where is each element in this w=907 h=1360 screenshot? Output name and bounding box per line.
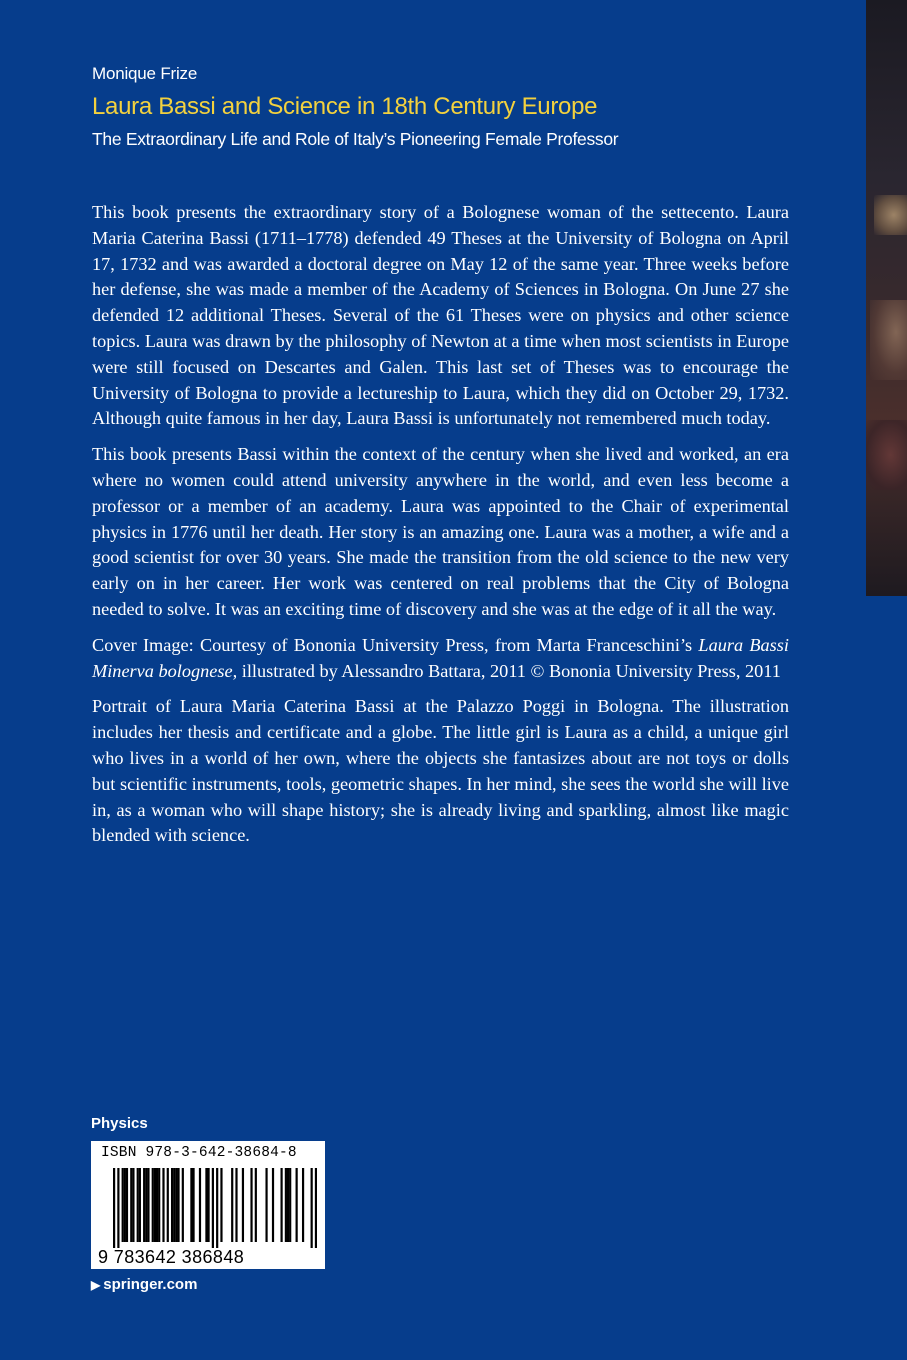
- barcode-bar: [255, 1168, 257, 1242]
- barcode-digits: 9 783642 386848: [98, 1247, 245, 1267]
- barcode-bar: [143, 1168, 145, 1242]
- cover-image-credit: [92, 633, 789, 685]
- barcode-bar: [154, 1168, 156, 1242]
- barcode-bar: [250, 1168, 252, 1242]
- blurb-paragraph-2: This book presents Bassi within the context of the century when she lived and worked, an era where no women could attend university anywhere in the world, and even less become a professor or a member of an academy. Laura was appointed to the Chair of experimental physics in 1776 until her death. Her story is an amazing one. Laura was a mother, a wife and a good scientist for over 30 years. She made the transition from the old science to the new very early on in her career. Her work was centered on real problems that the City of Bologna needed to solve. It was an exciting time of discovery and she was at the edge of it all the way.: [92, 444, 789, 619]
- barcode-bar: [158, 1168, 160, 1242]
- barcode-bar: [235, 1168, 237, 1242]
- barcode-bar: [199, 1168, 201, 1242]
- publisher-url: springer.com: [103, 1276, 198, 1293]
- barcode-bar: [182, 1168, 184, 1242]
- barcode-bar: [122, 1168, 124, 1242]
- blurb: [92, 200, 789, 859]
- barcode-bar: [126, 1168, 128, 1242]
- publisher-link[interactable]: [91, 1276, 197, 1293]
- barcode-icon: [113, 1168, 317, 1248]
- barcode-bar: [156, 1168, 158, 1242]
- barcode-bar: [145, 1168, 147, 1242]
- barcode-bar: [315, 1168, 317, 1248]
- barcode-bar: [190, 1168, 192, 1242]
- barcode-bar: [137, 1168, 139, 1242]
- blurb-paragraph-4: Portrait of Laura Maria Caterina Bassi at the Palazzo Poggi in Bologna. The illustration includes her thesis and certificate and a globe. The little girl is Laura as a child, a unique girl who lives in a world of her own, where the objects she fantasizes about are not toys or dolls but scientific instruments, tools, geometric shapes. In her mind, she sees the world she will live in, as a woman who will shape history; she is already living and sparkling, almost like magic blended with science.: [92, 696, 789, 846]
- cover-illustration-edge: [866, 0, 907, 596]
- barcode-bar: [113, 1168, 115, 1248]
- barcode-bar: [220, 1168, 222, 1242]
- barcode-bar: [242, 1168, 244, 1242]
- barcode-bar: [173, 1168, 175, 1242]
- barcode-bar: [177, 1168, 179, 1242]
- barcode-box: [91, 1141, 325, 1269]
- barcode-bar: [171, 1168, 173, 1242]
- barcode-bar: [205, 1168, 207, 1242]
- barcode-bar: [231, 1168, 233, 1242]
- barcode-bar: [192, 1168, 194, 1242]
- isbn-label: ISBN 978-3-642-38684-8: [101, 1145, 297, 1161]
- barcode-bar: [285, 1168, 287, 1242]
- book-subtitle: The Extraordinary Life and Role of Italy’s Pioneering Female Professor: [92, 129, 619, 149]
- barcode-bar: [130, 1168, 132, 1242]
- author-name: Monique Frize: [92, 64, 198, 83]
- barcode-bar: [124, 1168, 126, 1242]
- barcode-bar: [302, 1168, 304, 1242]
- arrow-right-icon: ▶: [91, 1278, 101, 1292]
- credit-book-title: Laura Bassi Minerva bolognese,: [92, 634, 789, 681]
- credit-prefix: Cover Image: Courtesy of Bononia University Press, from Marta Franceschini’s: [92, 634, 699, 655]
- barcode-bar: [280, 1168, 282, 1242]
- credit-suffix: illustrated by Alessandro Battara, 2011 © Bononia University Press, 2011: [237, 660, 781, 681]
- barcode-bar: [212, 1168, 214, 1248]
- barcode-bar: [296, 1168, 298, 1242]
- barcode-bar: [311, 1168, 313, 1248]
- barcode-bar: [132, 1168, 134, 1242]
- barcode-bar: [287, 1168, 289, 1242]
- barcode-bar: [147, 1168, 149, 1242]
- barcode-bar: [162, 1168, 164, 1242]
- book-title: Laura Bassi and Science in 18th Century Europe: [92, 93, 598, 120]
- blurb-paragraph-1: This book presents the extraordinary story of a Bolognese woman of the settecento. Laura Maria Caterina Bassi (1711–1778) defended 49 Theses at the University of Bologna on April 17, 1732 and was awarded a doctoral degree on May 12 of the same year. Three weeks before her defense, she was made a member of the Academy of Sciences in Bologna. On June 27 she defended 12 additional Theses. Several of the 61 Theses were on physics and other science topics. Laura was drawn by the philosophy of Newton at a time when most scientists in Europe were still focused on Descartes and Galen. This last set of Theses was to encourage the University of Bologna to provide a lectureship to Laura, which they did on October 29, 1732. Although quite famous in her day, Laura Bassi is unfortunately not remembered much today.: [92, 202, 789, 429]
- barcode-bar: [216, 1168, 218, 1248]
- barcode-bar: [265, 1168, 267, 1242]
- subject-label: Physics: [91, 1115, 148, 1132]
- barcode-bar: [117, 1168, 119, 1248]
- barcode-bar: [175, 1168, 177, 1242]
- barcode-bar: [289, 1168, 291, 1242]
- barcode-bar: [272, 1168, 274, 1242]
- barcode-bar: [152, 1168, 154, 1242]
- barcode-bar: [167, 1168, 169, 1242]
- barcode-bar: [139, 1168, 141, 1242]
- barcode-bar: [207, 1168, 209, 1242]
